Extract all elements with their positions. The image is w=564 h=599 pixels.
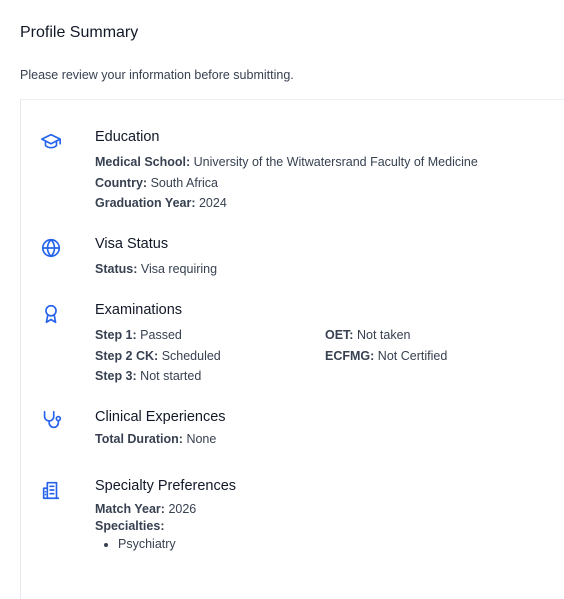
specialties-row: Specialties:: [95, 519, 165, 533]
globe-icon: [40, 237, 62, 259]
examinations-title: Examinations: [95, 302, 183, 318]
oet-row: OET: Not taken: [325, 328, 411, 342]
specialties-list: [95, 535, 555, 553]
stethoscope-icon: [40, 409, 62, 431]
graduation-year-row: Graduation Year: 2024: [95, 196, 227, 210]
medical-school-row: Medical School: University of the Witwatersrand Faculty of Medicine: [95, 155, 478, 169]
ecfmg-value: Not Certified: [377, 348, 448, 363]
education-title: Education: [95, 129, 160, 145]
step1-row: Step 1: Passed: [95, 328, 182, 342]
match-year-value: 2026: [168, 502, 197, 516]
step3-row: Step 3: Not started: [95, 369, 202, 383]
visa-title: Visa Status: [95, 236, 169, 252]
specialty-title: Specialty Preferences: [95, 478, 237, 494]
step1-value: Passed: [140, 328, 182, 342]
step2ck-value: Scheduled: [161, 348, 221, 363]
country-row: Country: South Africa: [95, 175, 218, 190]
graduation-cap-icon: [40, 130, 62, 152]
hospital-building-icon: [40, 479, 62, 501]
country-value: South Africa: [150, 175, 218, 190]
graduation-year-value: 2024: [198, 196, 227, 210]
medical-school-value: University of the Witwatersrand Faculty of Medicine: [193, 155, 478, 169]
ecfmg-row: ECFMG: Not Certified: [325, 348, 448, 363]
clinical-duration-value: None: [186, 432, 217, 446]
clinical-title: Clinical Experiences: [95, 409, 226, 425]
step2ck-row: Step 2 CK: Scheduled: [95, 348, 221, 363]
page-subtitle: Please review your information before submitting.: [20, 68, 294, 82]
specialty-list-item: • Psychiatry: [118, 535, 555, 553]
page-title: Profile Summary: [20, 24, 139, 41]
step3-value: Not started: [140, 369, 202, 383]
match-year-row: Match Year: 2026: [95, 502, 197, 516]
oet-value: Not taken: [356, 328, 411, 342]
clinical-duration-row: Total Duration: None: [95, 432, 217, 446]
visa-status-row: Status: Visa requiring: [95, 262, 218, 276]
visa-status-value: Visa requiring: [140, 262, 218, 276]
award-ribbon-icon: [40, 303, 62, 325]
